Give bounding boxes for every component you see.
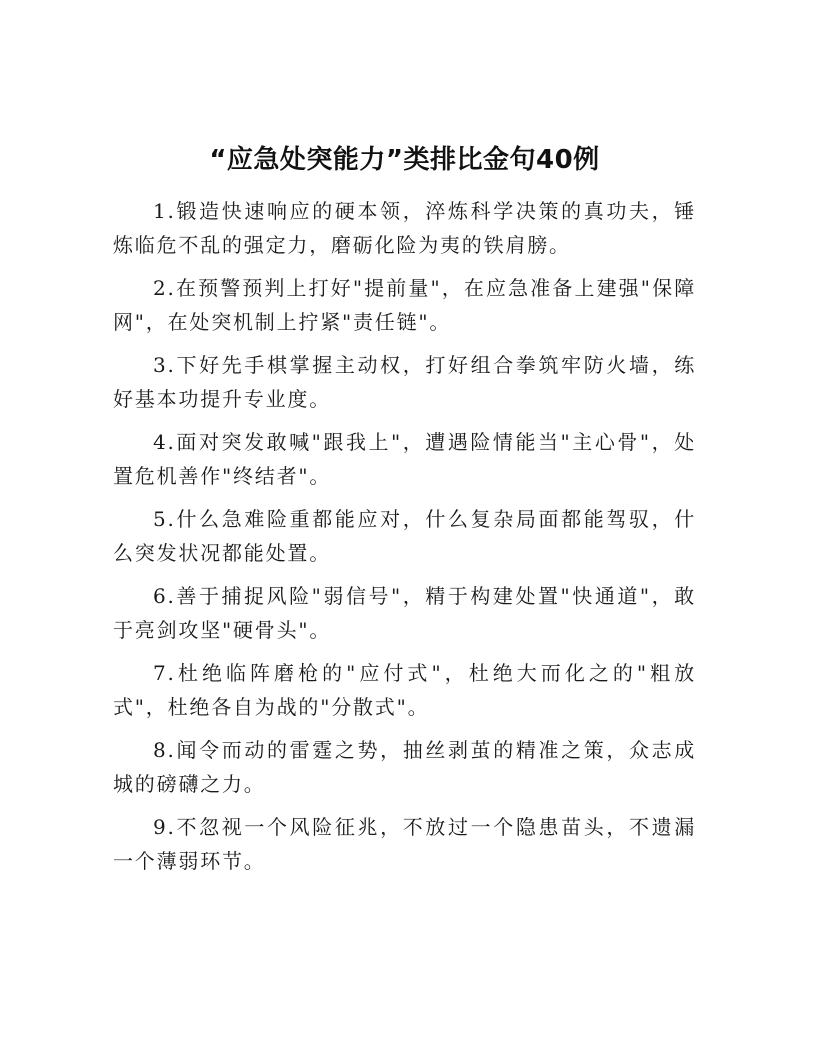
list-item: 6.善于捕捉风险"弱信号"，精于构建处置"快通道"，敢于亮剑攻坚"硬骨头"。 (113, 584, 696, 642)
phrase-list (113, 194, 696, 878)
list-item: 1.锻造快速响应的硬本领，淬炼科学决策的真功夫，锤炼临危不乱的强定力，磨砺化险为夷的铁肩膀。 (113, 199, 696, 257)
list-item: 9.不忽视一个风险征兆，不放过一个隐患苗头，不遗漏一个薄弱环节。 (113, 815, 696, 873)
list-item: 3.下好先手棋掌握主动权，打好组合拳筑牢防火墙，练好基本功提升专业度。 (113, 353, 696, 411)
document-title: “应急处突能力”类排比金句40例 (209, 145, 600, 175)
list-item: 4.面对突发敢喊"跟我上"，遭遇险情能当"主心骨"，处置危机善作"终结者"。 (113, 430, 696, 488)
list-item: 7.杜绝临阵磨枪的"应付式"，杜绝大而化之的"粗放式"，杜绝各自为战的"分散式"。 (113, 661, 696, 719)
list-item: 2.在预警预判上打好"提前量"，在应急准备上建强"保障网"，在处突机制上拧紧"责任链"。 (113, 276, 696, 334)
list-item: 5.什么急难险重都能应对，什么复杂局面都能驾驭，什么突发状况都能处置。 (113, 507, 696, 565)
list-item: 8.闻令而动的雷霆之势，抽丝剥茧的精准之策，众志成城的磅礴之力。 (113, 738, 696, 796)
